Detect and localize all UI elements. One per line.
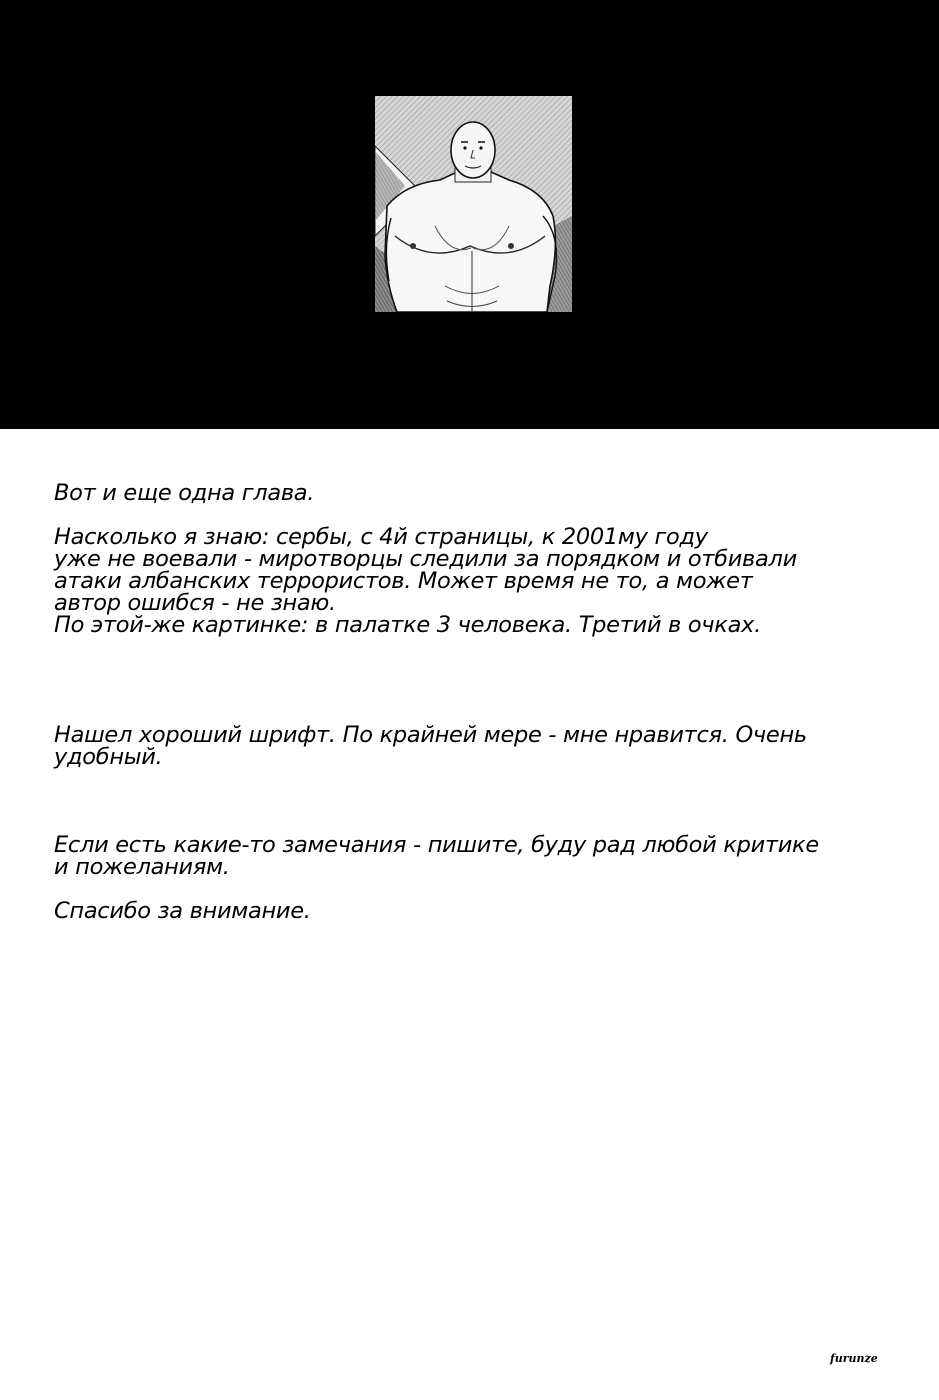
note-text: Нашел хороший шрифт. По крайней мере - мне нравится. Очень	[54, 722, 807, 748]
note-text: Насколько я знаю: сербы, с 4й страницы, к 2001му году	[54, 524, 708, 550]
note-text: и пожеланиям.	[54, 854, 230, 880]
translator-signature: furunze	[830, 1352, 878, 1365]
note-text: атаки албанских террористов. Может время не то, а может	[54, 568, 753, 594]
top-black-banner	[0, 0, 939, 429]
manga-panel-image	[375, 96, 572, 312]
note-paragraph-2	[54, 526, 914, 636]
note-closing-line	[54, 900, 914, 922]
note-paragraph-3	[54, 724, 914, 768]
note-text: удобный.	[54, 744, 163, 770]
note-text: Если есть какие-то замечания - пишите, буду рад любой критике	[54, 832, 819, 858]
note-text: автор ошибся - не знаю.	[54, 590, 336, 616]
note-text: уже не воевали - миротворцы следили за порядком и отбивали	[54, 546, 797, 572]
note-text: Вот и еще одна глава.	[54, 480, 315, 506]
note-text: По этой-же картинке: в палатке 3 человека. Третий в очках.	[54, 612, 761, 638]
note-first-line	[54, 482, 914, 504]
note-paragraph-4	[54, 834, 914, 878]
note-text: Спасибо за внимание.	[54, 898, 311, 924]
